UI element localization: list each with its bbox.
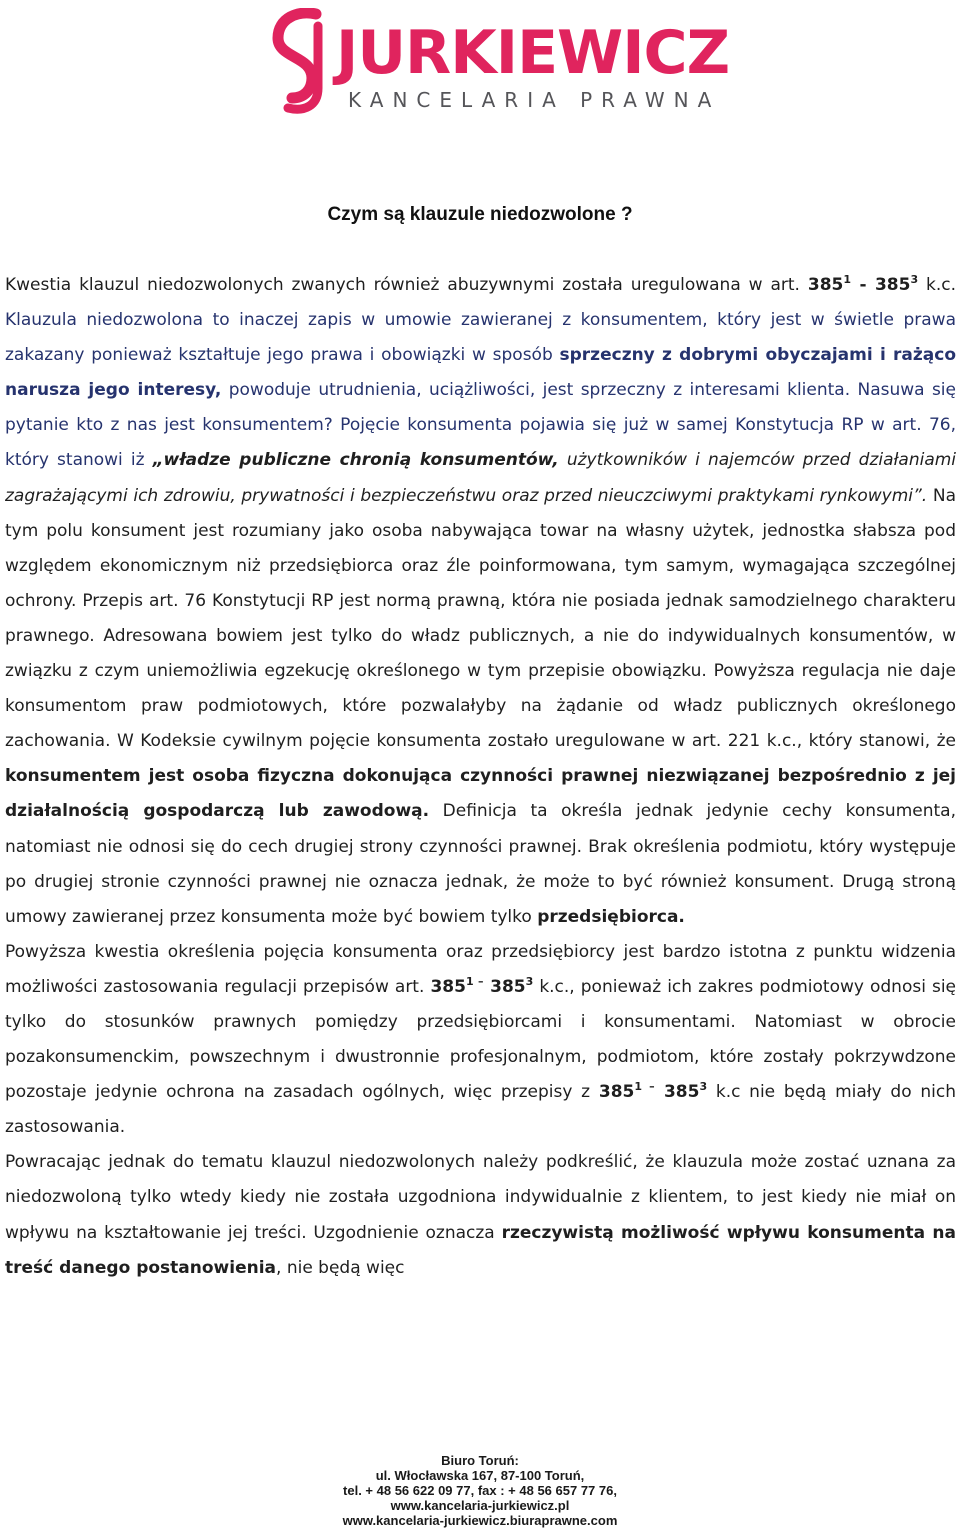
footer-contact [0, 1453, 960, 1528]
footer-office-label: Biuro Toruń: [441, 1453, 519, 1468]
footer-phone-fax: tel. + 48 56 622 09 77, fax : + 48 56 657 77 76, [343, 1483, 617, 1498]
p1-text-c: k.c. [926, 275, 957, 295]
p1-quote-bold: „władze publiczne chronią konsumentów, [152, 450, 559, 471]
p3-text-a: Powracając jednak do tematu klauzul niedozwolonych należy podkreślić, że klauzula może zostać uznana za niedozwoloną tylko wtedy kiedy nie została uzgodniona indywidualnie z klientem, to jest kiedy nie miał on wpływu na kształtowanie jej treści. Uzgodnienie oznacza [5, 1152, 956, 1243]
logo-name: JURKIEWICZ [336, 18, 730, 88]
logo-subtitle: KANCELARIA PRAWNA [348, 88, 721, 112]
footer-website-link-2[interactable]: www.kancelaria-jurkiewicz.biuraprawne.com [342, 1513, 618, 1528]
p1-ref2-sup: 3 [910, 273, 919, 286]
p1-ref1-sup: 1 [843, 273, 852, 286]
p2-ref-1 [430, 974, 534, 997]
p2-ref2-sup: 3 [525, 974, 534, 988]
p2-ref3: 385 [598, 1082, 635, 1103]
p1-text-i: Na tym polu konsument jest rozumiany jako osoba nabywająca towar na własny użytek, jednostka słabsza pod względem ekonomicznym niż przedsiębiorca oraz źle poinformowana, tym samym, wymagająca szczególnej ochrony. Przepis art. 76 Konstytucji RP jest normą prawną, która nie posiada jednak samodzielnego charakteru prawnego. Adresowana bowiem jest tylko do władz publicznych, a nie do indywidualnych konsumentów, w związku z czym uniemożliwia egzekucję określonego w tym przepisie obowiązku. Powyższa regulacja nie daje konsumentom praw podmiotowych, które pozwalałyby na żądanie od władz publicznych określonego zachowania. W Kodeksie cywilnym pojęcie konsumenta zostało uregulowane w art. 221 k.c., który stanowi, że [5, 485, 956, 752]
p2-ref4-sup: 3 [699, 1080, 708, 1094]
p1-text-a: Kwestia klauzul niedozwolonych zwanych również abuzywnymi została uregulowana w art. [5, 275, 800, 295]
p1-text-f: powoduje utrudnienia, uciążliwości, jest sprzeczny z interesami klienta. Nasuwa się pytanie kto z nas jest konsumentem? Pojęcie konsumenta pojawia się już w samej Konstytucja RP w art. 76, który stanowi iż [5, 380, 956, 471]
p2-ref-2 [599, 1082, 707, 1102]
p2-text-a: Powyższa kwestia określenia pojęcia konsumenta oraz przedsiębiorcy jest bardzo istotna z punktu widzenia możliwości zastosowania regulacji przepisów art. [5, 941, 956, 997]
p3-text-c: , nie będą więc [276, 1257, 405, 1278]
document-body [5, 268, 956, 1286]
paragraph-3 [5, 1145, 956, 1285]
p1-ref2: - 385 [851, 275, 911, 295]
p1-text-k: Definicja ta określa jednak jedynie cechy konsumenta, natomiast nie odnosi się do cech drugiej strony czynności prawnej. Brak określenia podmiotu, który występuje po drugiej stronie czynności prawnej nie oznacza jednak, że może to być również konsument. Drugą stroną umowy zawieranej przez konsumenta może być bowiem tylko [5, 801, 956, 927]
p2-ref1-sup: 1 – [465, 974, 484, 988]
paragraph-1 [5, 268, 956, 935]
p1-quote-italic: użytkowników i najemców przed działaniami zagrażającymi ich zdrowiu, prywatności i bezpieczeństwu oraz przed nieuczciwymi praktykami rynkowymi”. [5, 450, 957, 506]
p2-ref1: 385 [430, 976, 466, 997]
p3-bold-b: rzeczywistą możliwość wpływu konsumenta na treść danego postanowienia [5, 1222, 956, 1278]
p1-bold-e: sprzeczny z dobrymi obyczajami i rażąco narusza jego interesy, [5, 345, 957, 401]
company-logo [268, 8, 730, 118]
p2-text-e: k.c nie będą miały do nich zastosowania. [5, 1082, 956, 1138]
footer-website-link[interactable]: www.kancelaria-jurkiewicz.pl [390, 1498, 570, 1513]
footer-address: ul. Włocławska 167, 87-100 Toruń, [375, 1468, 585, 1483]
page-title: Czym są klauzule niedozwolone ? [327, 204, 633, 225]
p2-ref2: 385 [483, 976, 526, 997]
p1-bold-l: przedsiębiorca. [537, 906, 685, 927]
p1-bold-definition: konsumentem jest osoba fizyczna dokonująca czynności prawnej niezwiązanej bezpośrednio z jej działalnością gospodarczą lub zawodową. [5, 766, 956, 822]
p1-ref1: 385 [807, 275, 844, 295]
paragraph-2 [5, 935, 956, 1146]
sj-monogram-icon [268, 8, 328, 114]
p2-ref4: 385 [654, 1082, 700, 1103]
p2-text-c: k.c., ponieważ ich zakres podmiotowy odnosi się tylko do stosunków prawnych pomiędzy przedsiębiorcami i konsumentami. Natomiast w obrocie pozakonsumenckim, powszechnym i dwustronnie profesjonalnym, podmiotom, które zostały pokrzywdzone pozostaje jedynie ochrona na zasadach ogólnych, więc przepisy z [5, 976, 957, 1103]
p2-ref3-sup: 1 – [634, 1080, 655, 1094]
p1-text-d: Klauzula niedozwolona to inaczej zapis w umowie zawieranej z konsumentem, który jest w świetle prawa zakazany ponieważ kształtuje jego prawa i obowiązki w sposób [5, 310, 956, 366]
article-ref-start [808, 275, 918, 295]
